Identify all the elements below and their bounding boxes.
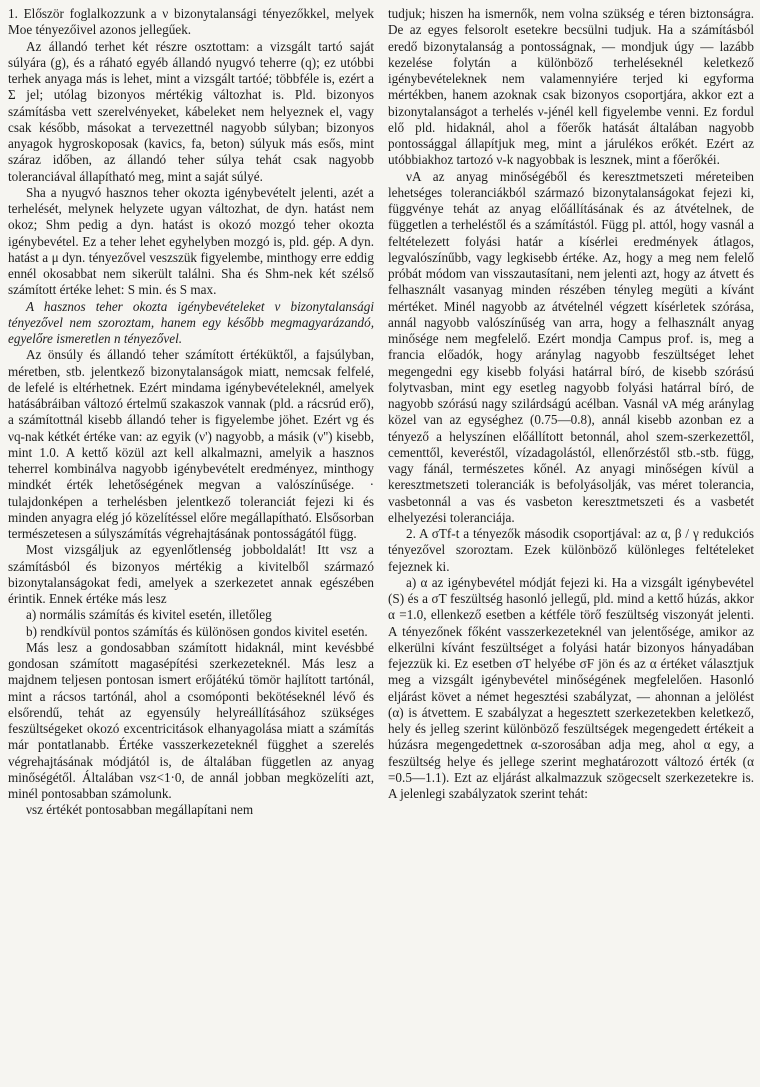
right-column — [388, 6, 754, 1087]
paragraph: 1. Először foglalkozzunk a ν bizonytalansági tényezőkkel, melyek Moe tényezőivel azonos jellegűek. — [8, 6, 374, 38]
paragraph: νA az anyag minőségéből és keresztmetszeti méreteiben lehetséges toleranciákból származó bizonytalanságokat fejezi ki, függvénye tehát az anyag előállításának és az átvételnek, de független a terheléstől és a számítástól. Függ pl. attól, hogy vasnál a feltételezett folyási határ a kísérlei eredmények átlagos, legvalószínűbb, vagy legkisebb értéke. Az, hogy a meg nem felelő próbát módom van visszautasítani, nem jelenti azt, hogy az átvett és felhasznált vasanyag minden részében tényleg megüti a kívánt mértéket. Minél nagyobb az átvételnél végzett kísérletek szórása, annál nagyobb valószínűség van arra, hogy a felhasznált anyag minősége nem megfelelő. Ezért mondja Campus prof. is, meg a francia előadók, hogy aránylag nagyobb feszültséget lehet megengedni egy kisebb folyási határral bíró, de kisebb szórású folytvasban, mint egy esetleg nagyobb folyási határral bíró, de nagyobb szórású nagy szilárdságú acélban. Vasnál νA még aránylag közel van az egységhez (0.75—0.8), annál kisebb azonban ez a tényező a helyszínen előállított betonnál, ahol szem-szerkezettől, cementtől, keveréstől, vízadagolástól, ellenőrzéstől stb.-stb. függ, vagy fánál, természetes kőnél. Az anyagi minőségen kívül a keresztmetszeti toleranciák is befolyásolják, vas méret tolerancia, vasbetonnál a vas és vasbeton keresztmetszeti és a vasbetét elhelyezési toleranciája. — [388, 168, 754, 525]
paragraph: νsz értékét pontosabban megállapítani nem — [26, 802, 254, 818]
paragraph: Az önsúly és állandó teher számított értéküktől, a fajsúlyban, méretben, stb. jelentkező bizonytalanságok miatt, nemcsak felfelé, de lefelé is eltérhetnek. Ezért mindama igénybevételeknél, amelyek hatásábráiban változó értelmű szakaszok vannak (pld. a rácsrúd erő), a számítottnál kisebb állandó teher is figyelembe jöhet. Ezért νg és νq-nak kétkét értéke van: az egyik (ν') nagyobb, a másik (ν'') kisebb, mint 1.0. A kettő közül azt kell alkalmazni, amelyik a hasznos teherrel kombinálva nagyobb igénybevételt eredményez, minthogy mindkét érték lehetőségének megvan a valószínűsége. · tulajdonképen a terhelésben jelentkező toleranciát fejezi ki és minden anyagra elég jó közelítéssel előre megállapítható. Elsősorban természetesen a súlyszámítás végrehajtásának pontosságától függ. — [8, 347, 374, 541]
paragraph: Most vizsgáljuk az egyenlőtlenség jobboldalát! Itt νsz a számításból és bizonyos mértékig a kivitelből származó bizonytalanságokat fedi, amelyek a szerkezetet annak egészében érintik. Ennek értéke más lesz — [8, 542, 374, 606]
list-item: a) normális számítás és kivitel esetén, illetőleg — [26, 607, 272, 623]
paragraph: Más lesz a gondosabban számított hidaknál, mint kevésbbé gondosan számított magasépítési szerkezeteknél. Más lesz a majdnem teljesen pontosan ismert erőjátékú tömör hajlított tartónál, mint a rácsos tartónál, ahol a csomóponti bekötéseknél lévő és elsőrendű, tehát az egyensúly helyreállításához szükséges feszültségeket okozó excentricitások elhanyagolása miatt a számítás már pontatlanabb. Értéke vasszerkezeteknél függhet a szerelés végrehajtásának módjától is, de általában független az anyag minőségétől. Általában νsz<1·0, de annál jobban megközelíti azt, minél pontosabban számolunk. — [8, 639, 374, 801]
paragraph-italic: A hasznos teher okozta igénybevételeket ν bizonytalansági tényezővel nem szoroztam, hanem egy később megmagyarázandó, egyelőre ismeretlen n tényezővel. — [8, 298, 374, 346]
paragraph: tudjuk; hiszen ha ismernők, nem volna szükség e téren biztonságra. De az egyes felsorolt esetekre becsülni tudjuk. Ha a számításból eredő bizonytalanság a pontosságnak, — mondjuk úgy — lazább kezelése folytán a különböző terheléseknél keletkező igénybevételeknek nem valamennyiére terjed ki egyforma mértékben, hanem azoknak csak bizonyos csoportjára, akkor ezt a bizonytalanságot a terhelés ν-jénél kell figyelembe venni. Ez fordul elő pld. hidaknál, ahol a főerők hatását általában nagyobb pontossággal állapítjuk meg, mint a járulékos erőkét. Ezért az utóbbiakhoz tartozó ν-k nagyobbak is lesznek, mint a főerőkéi. — [388, 6, 754, 168]
paragraph: a) α az igénybevétel módját fejezi ki. Ha a vizsgált igénybevétel (S) és a σT feszültség hasonló jellegű, pld. mind a kettő húzás, akkor α =1.0, ellenkező esetben a kétféle törő feszültség viszonyát jelenti. A tényezőnek főként vasszerkezeteknél van jelentősége, amikor az elkerülni kívánt feszültséget a folyási határ bizonyos hányadában fejezzük ki. Ez esetben σT helyébe σF jön és az α értéket választjuk meg a vizsgált igénybevétel minőségének megfelelően. Hasonló eljárást követ a német hegesztési szabályzat, — ahonnan a jelölést (α) is átvettem. E szabályzat a hegesztett szerkezetekben keletkező, hely és jelleg szerint különböző feszültségek megengedett értékeit a húzásra megengedettnek α-szorosában adja meg, ahol α egy, a feszültség helye és jellege szerint meghatározott változó érték (α =0.5—1.1). Ezt az eljárást alkalmazzuk szögecselt szerkezetekre is. A jelenlegi szabályzatok szerint tehát: — [388, 574, 754, 801]
list-item: b) rendkívül pontos számítás és különösen gondos kivitel esetén. — [26, 623, 368, 639]
left-column — [8, 6, 374, 1087]
paragraph: Sha a nyugvó hasznos teher okozta igénybevételt jelenti, azét a terhelését, melynek helyzete ugyan változhat, de dyn. hatást nem okoz; Shm pedig a dyn. hatást is okozó mozgó teher okozta igénybevétel. Ez a teher lehet egyhelyben mozgó is, pld. gép. A dyn. hatást a μ dyn. tényezővel veszszük figyelembe, minthogy erre eddig ennél okosabbat nem sikerült találni. Sha és Shm-nek két szélső számított értéke lehet: S min. és S max. — [8, 184, 374, 298]
paragraph: 2. A σTf-t a tényezők második csoportjával: az α, β / γ redukciós tényezővel szoroztam. Ezek különböző különleges feltételeket fejeznek ki. — [388, 526, 754, 574]
paragraph: Az állandó terhet két részre osztottam: a vizsgált tartó saját súlyára (g), és a ráható egyéb állandó nyugvó teherre (q); ez utóbbi terhek anyaga más is lehet, mint a vizsgált tartóé; többféle is, ezért a Σ jel; utólag bizonyos mértékig változhat is. Pld. bizonyos számításba vett szerelvényeket, kábeleket nem helyeznek el, vagy csak később, másokat a tervezettnél nagyobb súlyban; bizonyos anyagok hygroskoposak (kavics, fa, beton) súlyuk más esős, mint száraz időben, az állandó teher súlya tehát csak nagyobb toleranciával állapítható meg, mint a saját súlyé. — [8, 38, 374, 184]
